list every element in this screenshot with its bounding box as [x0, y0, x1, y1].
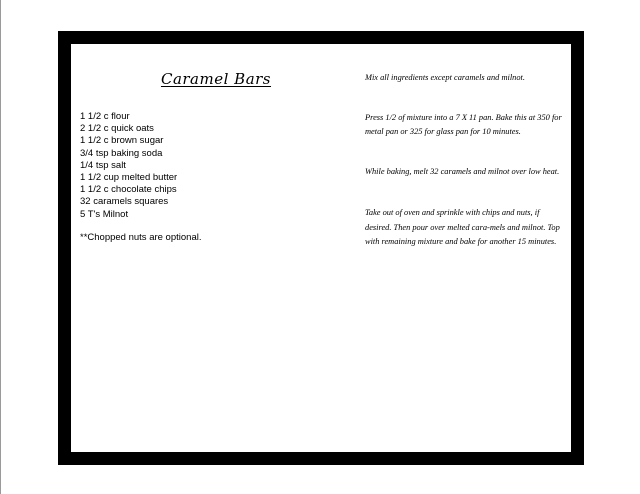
ingredient-item: 1 1/2 cup melted butter [80, 172, 178, 184]
ingredient-item: 1 1/2 c brown sugar [80, 135, 164, 147]
direction-step: While baking, melt 32 caramels and milnot over low heat. [365, 166, 560, 176]
ingredient-item: 1 1/2 c flour [80, 111, 130, 122]
ingredient-item: 1/4 tsp salt [80, 159, 126, 171]
directions [365, 71, 567, 262]
ingredient-item: 3/4 tsp baking soda [80, 147, 163, 159]
ingredient-list [80, 111, 177, 221]
ingredient-item: 5 T's Milnot [80, 208, 129, 220]
ingredient-item: 32 caramels squares [80, 196, 169, 208]
direction-step: Mix all ingredients except caramels and milnot. [365, 73, 525, 82]
ingredient-item: 2 1/2 c quick oats [80, 123, 154, 135]
recipe-title: Caramel Bars [160, 70, 272, 88]
recipe-card [71, 44, 571, 452]
ingredient-item: 1 1/2 c chocolate chips [80, 184, 177, 196]
optional-note: **Chopped nuts are optional. [80, 232, 202, 243]
page-edge-line [0, 0, 1, 494]
direction-step: Take out of oven and sprinkle with chips and nuts, if desired. Then pour over melted cara-mels and milnot. Top with remaining mixture and bake for another 15 minutes. [365, 208, 560, 246]
direction-step: Press 1/2 of mixture into a 7 X 11 pan. Bake this at 350 for metal pan or 325 for glass pan for 10 minutes. [365, 112, 562, 136]
recipe-card-border [58, 31, 584, 465]
